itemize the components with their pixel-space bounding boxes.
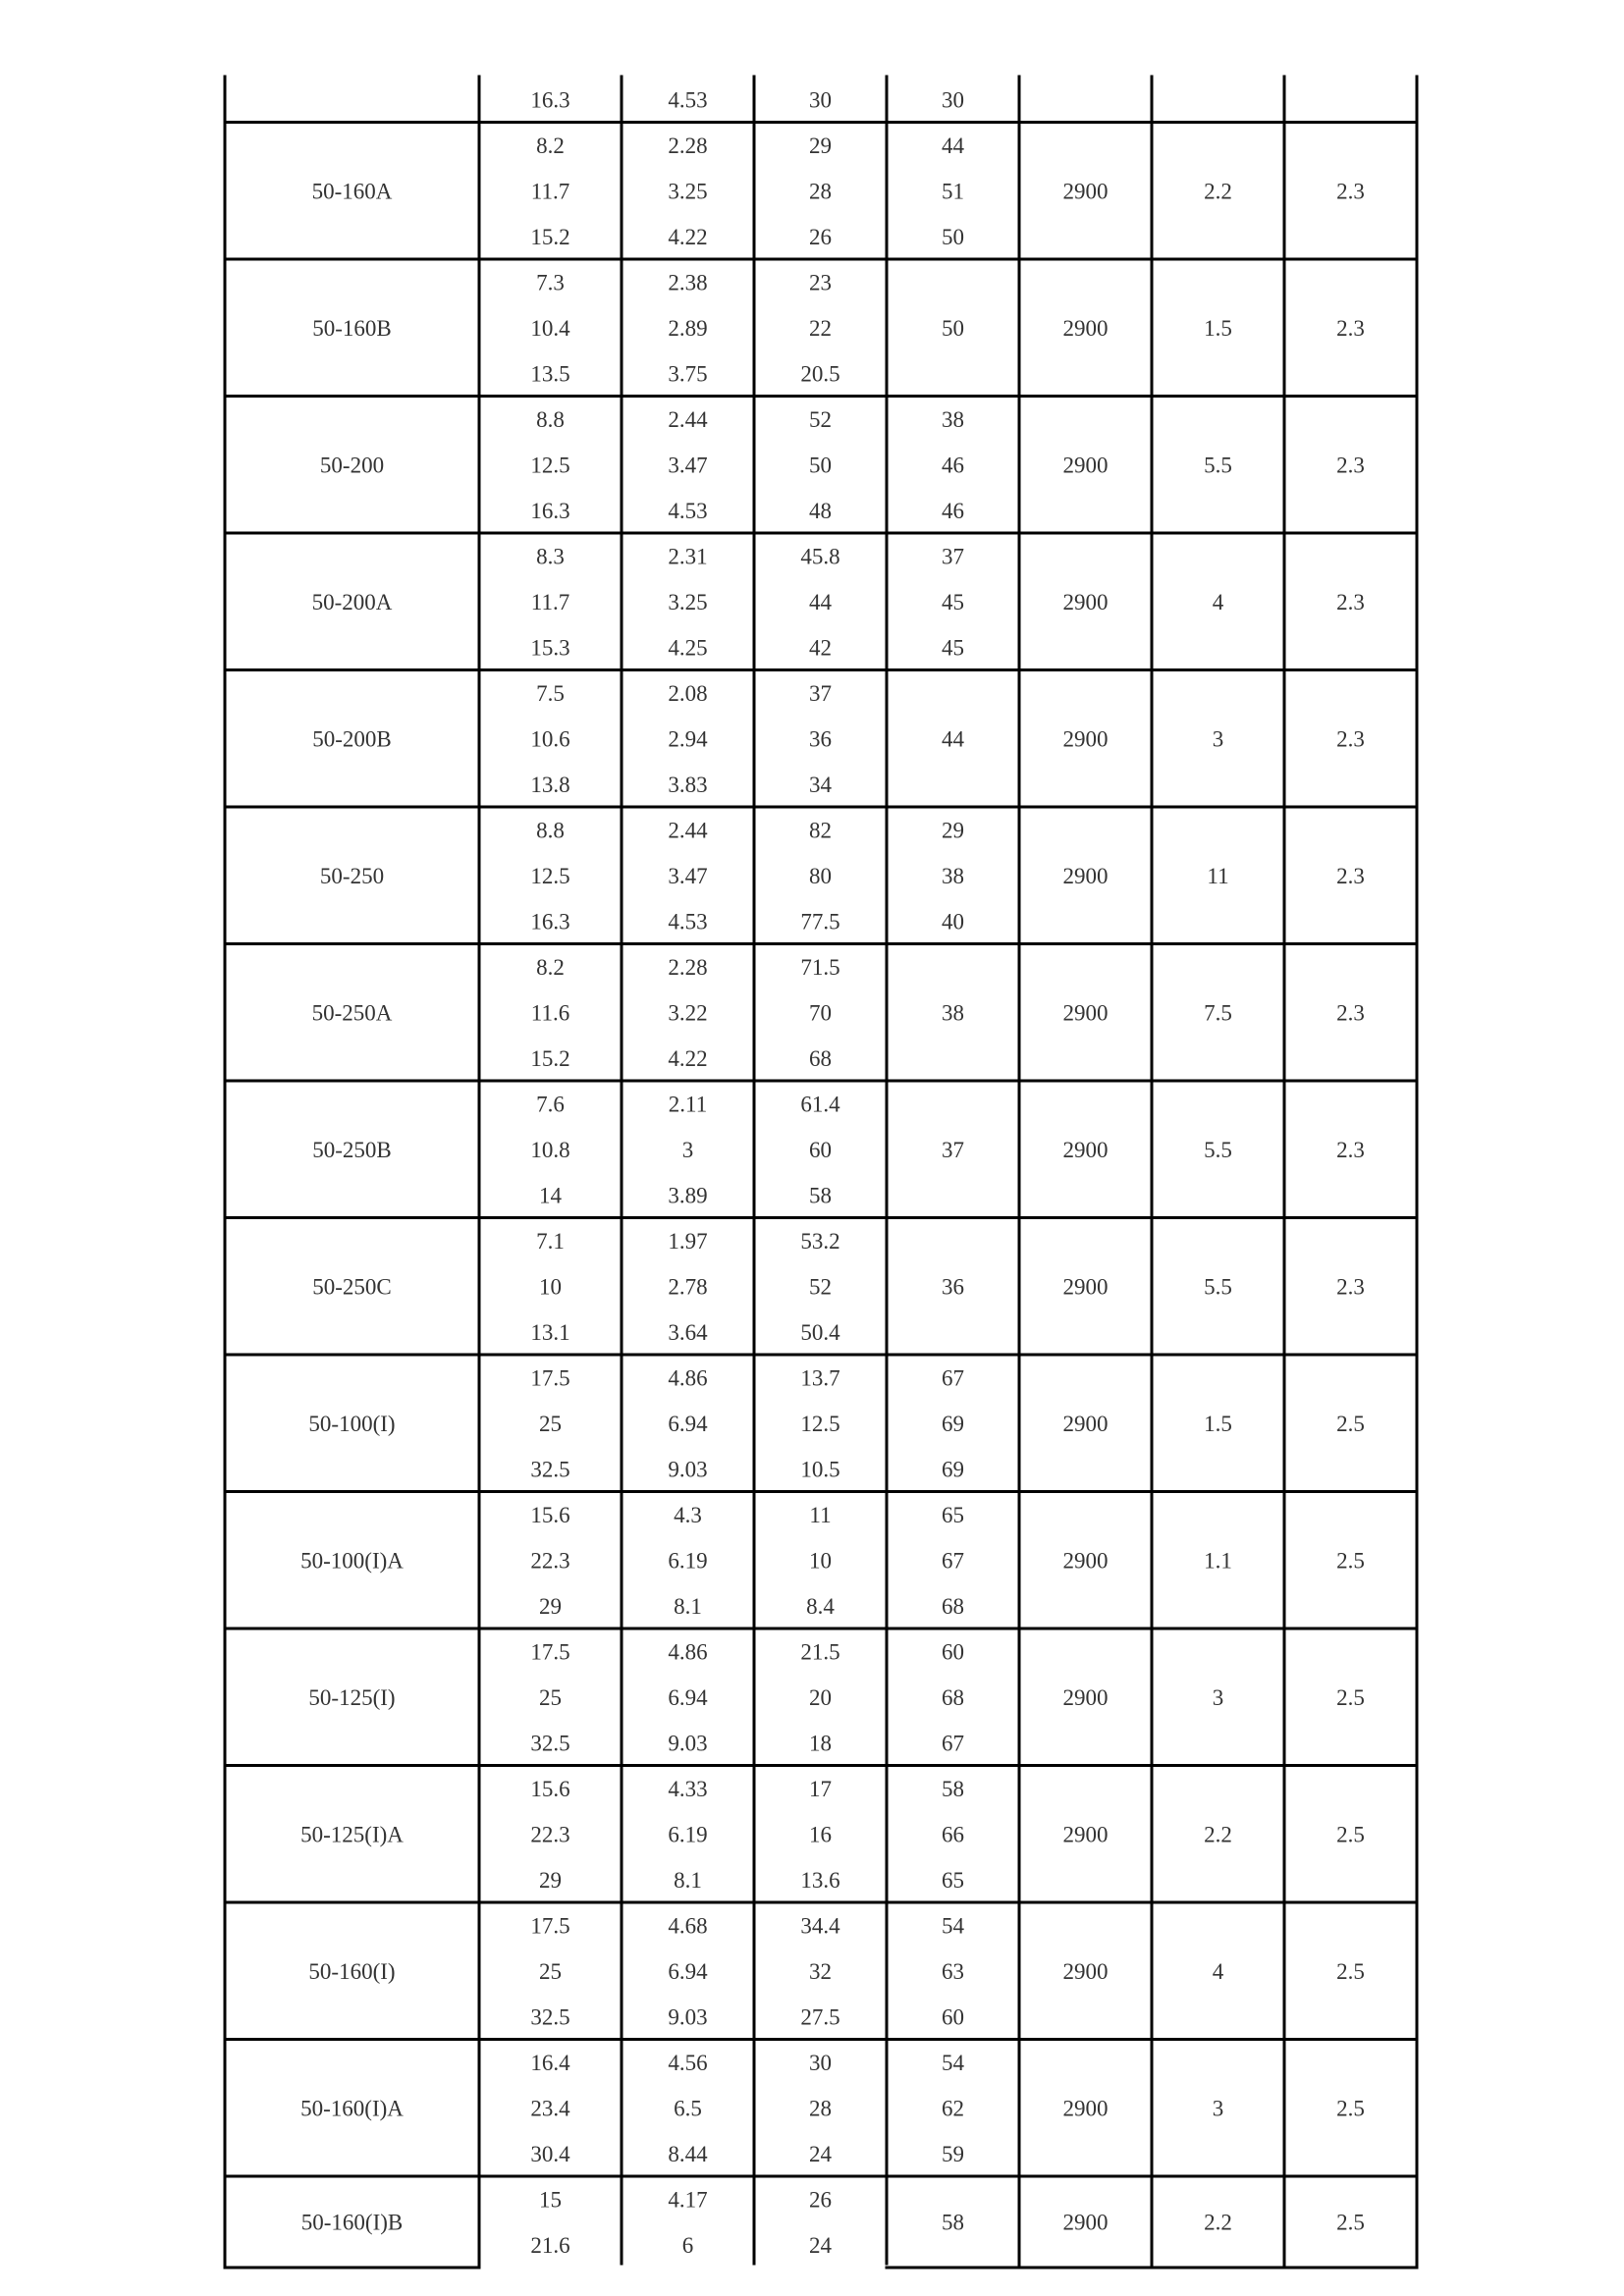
cell-speed: 2900	[1062, 863, 1109, 888]
table-row	[312, 544, 1365, 660]
cell-flow-m3h: 17.5	[530, 1639, 570, 1665]
cell-flow-m3h: 7.5	[536, 680, 565, 706]
cell-efficiency: 67	[942, 1365, 964, 1391]
cell-flow-m3h: 13.1	[530, 1319, 570, 1345]
cell-head: 80	[809, 863, 832, 888]
table-row	[320, 818, 1365, 934]
cell-flow-ls: 4.17	[668, 2187, 708, 2213]
cell-model: 50-125(I)A	[300, 1822, 404, 1847]
cell-head: 11	[809, 1502, 832, 1527]
cell-flow-m3h: 12.5	[530, 453, 570, 478]
cell-efficiency: 45	[942, 635, 964, 661]
cell-speed: 2900	[1062, 726, 1109, 752]
cell-flow-m3h: 8.8	[536, 406, 565, 432]
cell-flow-ls: 2.28	[668, 133, 708, 158]
table-row	[301, 2187, 1365, 2258]
cell-efficiency: 51	[942, 179, 964, 204]
cell-npsh: 2.5	[1336, 1411, 1365, 1436]
cell-model: 50-160B	[312, 315, 392, 341]
cell-npsh: 2.3	[1336, 453, 1365, 478]
cell-speed: 2900	[1062, 1000, 1109, 1026]
cell-speed: 2900	[1062, 1822, 1109, 1847]
cell-flow-m3h: 10.6	[530, 726, 570, 752]
cell-flow-ls: 4.53	[668, 498, 708, 523]
cell-head: 71.5	[800, 954, 840, 980]
cell-flow-ls: 3.75	[668, 361, 708, 387]
cell-flow-m3h: 7.6	[536, 1092, 565, 1117]
cell-flow-m3h: 25	[539, 1958, 562, 1984]
cell-flow-ls: 4.86	[668, 1365, 708, 1391]
cell-flow-m3h: 10	[539, 1274, 562, 1300]
cell-speed: 2900	[1062, 1411, 1109, 1436]
cell-model: 50-125(I)	[308, 1684, 396, 1710]
cell-flow-ls: 4.68	[668, 1913, 708, 1939]
cell-power: 2.2	[1204, 179, 1232, 204]
cell-model: 50-100(I)A	[300, 1548, 404, 1574]
cell-power: 7.5	[1204, 1000, 1232, 1026]
cell-head: 68	[809, 1045, 832, 1071]
cell-head: 30	[809, 2050, 832, 2075]
cell-efficiency: 65	[942, 1502, 964, 1527]
cell-flow-m3h: 29	[539, 1867, 562, 1893]
cell-head: 60	[809, 1137, 832, 1162]
cell-efficiency: 60	[942, 2004, 964, 2030]
cell-head: 8.4	[806, 1593, 835, 1619]
cell-efficiency: 38	[942, 1000, 964, 1026]
table-row	[300, 2051, 1365, 2166]
cell-model: 50-250	[319, 863, 385, 888]
cell-head: 45.8	[800, 544, 840, 569]
cell-flow-m3h: 16.4	[530, 2050, 570, 2075]
cell-power: 4	[1212, 589, 1224, 614]
cell-flow-m3h: 13.8	[530, 772, 570, 797]
table-row	[312, 133, 1365, 249]
cell-flow-ls: 3	[681, 1137, 694, 1162]
cell-npsh: 2.5	[1336, 2210, 1365, 2235]
cell-model: 50-160(I)A	[300, 2096, 404, 2121]
cell-flow-ls: 2.44	[668, 406, 708, 432]
cell-head: 26	[809, 224, 832, 249]
cell-flow-ls: 3.89	[668, 1183, 708, 1208]
cell-speed: 2900	[1062, 453, 1109, 478]
cell-model: 50-250C	[312, 1274, 392, 1300]
cell-speed: 2900	[1062, 315, 1109, 341]
cell-power: 1.5	[1204, 1411, 1232, 1436]
cell-flow-m3h: 11.6	[530, 1000, 570, 1026]
cell-head: 32	[809, 1958, 832, 1984]
cell-flow-m3h: 11.7	[530, 589, 570, 614]
cell-flow-ls: 8.1	[674, 1867, 702, 1893]
cell-flow-m3h: 16.3	[530, 909, 570, 934]
cell-efficiency: 58	[942, 2210, 964, 2235]
table-row	[312, 1229, 1365, 1345]
cell-flow-ls: 4.33	[668, 1776, 708, 1801]
cell-power: 3	[1212, 2096, 1224, 2121]
cell-npsh: 2.3	[1336, 1274, 1365, 1300]
cell-efficiency: 69	[942, 1411, 964, 1436]
cell-efficiency: 54	[942, 2050, 964, 2075]
cell-flow-m3h: 23.4	[530, 2096, 570, 2121]
cell-flow-ls: 4.22	[668, 1045, 708, 1071]
cell-flow-ls: 6.94	[668, 1684, 708, 1710]
cell-efficiency: 66	[942, 1822, 964, 1847]
cell-flow-m3h: 7.3	[536, 270, 565, 295]
cell-efficiency: 38	[942, 863, 964, 888]
cell-flow-m3h: 15.2	[530, 224, 570, 249]
cell-head: 28	[809, 2096, 832, 2121]
cell-head: 36	[809, 726, 832, 752]
cell-head: 52	[809, 1274, 832, 1300]
cell-head: 26	[809, 2187, 832, 2213]
cell-efficiency: 50	[942, 315, 964, 341]
cell-model: 50-200	[319, 453, 385, 478]
table-row	[308, 1365, 1364, 1481]
cell-flow-m3h: 15.3	[530, 635, 570, 661]
cell-head: 30	[809, 87, 832, 113]
cell-npsh: 2.3	[1336, 179, 1365, 204]
cell-npsh: 2.3	[1336, 863, 1365, 888]
cell-flow-ls: 2.08	[668, 680, 708, 706]
cell-efficiency: 58	[942, 1776, 964, 1801]
cell-flow-ls: 6.94	[668, 1958, 708, 1984]
cell-head: 53.2	[800, 1228, 840, 1254]
cell-npsh: 2.5	[1336, 1548, 1365, 1574]
cell-power: 3	[1212, 1684, 1224, 1710]
cell-head: 58	[809, 1183, 832, 1208]
cell-flow-ls: 4.56	[668, 2050, 708, 2075]
cell-model: 50-250B	[312, 1137, 392, 1162]
cell-flow-ls: 3.47	[668, 453, 708, 478]
cell-power: 5.5	[1204, 1137, 1232, 1162]
cell-speed: 2900	[1062, 2096, 1109, 2121]
cell-flow-ls: 4.3	[674, 1502, 702, 1527]
cell-flow-ls: 8.44	[668, 2141, 708, 2166]
cell-model: 50-200B	[312, 726, 392, 752]
cell-head: 20.5	[800, 361, 840, 387]
cell-head: 44	[809, 589, 832, 614]
cell-model: 50-100(I)	[308, 1411, 396, 1436]
cell-flow-m3h: 15	[539, 2187, 562, 2213]
cell-efficiency: 29	[942, 818, 964, 843]
cell-power: 3	[1212, 726, 1224, 752]
cell-efficiency: 44	[942, 133, 964, 158]
cell-flow-m3h: 32.5	[530, 1457, 570, 1482]
cell-efficiency: 69	[942, 1457, 964, 1482]
cell-flow-m3h: 15.6	[530, 1776, 570, 1801]
cell-flow-ls: 4.22	[668, 224, 708, 249]
cell-head: 20	[809, 1684, 832, 1710]
cell-flow-m3h: 16.3	[530, 498, 570, 523]
cell-flow-ls: 6.19	[668, 1822, 708, 1847]
cell-efficiency: 46	[942, 498, 964, 523]
cell-flow-m3h: 8.2	[536, 954, 565, 980]
cell-flow-m3h: 8.3	[536, 544, 565, 569]
cell-head: 10	[809, 1548, 832, 1574]
cell-efficiency: 59	[942, 2141, 964, 2166]
cell-efficiency: 54	[942, 1913, 964, 1939]
cell-speed: 2900	[1062, 179, 1109, 204]
cell-efficiency: 62	[942, 2096, 964, 2121]
cell-power: 5.5	[1204, 453, 1232, 478]
cell-flow-ls: 9.03	[668, 1457, 708, 1482]
table-row	[530, 87, 964, 112]
cell-efficiency: 65	[942, 1867, 964, 1893]
cell-flow-ls: 3.64	[668, 1319, 708, 1345]
cell-flow-ls: 8.1	[674, 1593, 702, 1619]
cell-efficiency: 68	[942, 1684, 964, 1710]
cell-efficiency: 50	[942, 224, 964, 249]
cell-head: 16	[809, 1822, 832, 1847]
cell-flow-ls: 3.22	[668, 1000, 708, 1026]
cell-efficiency: 36	[942, 1274, 964, 1300]
cell-flow-ls: 6.94	[668, 1411, 708, 1436]
cell-head: 12.5	[800, 1411, 840, 1436]
cell-head: 34	[809, 772, 832, 797]
cell-flow-m3h: 10.4	[530, 315, 570, 341]
cell-power: 11	[1207, 863, 1229, 888]
cell-flow-m3h: 32.5	[530, 1731, 570, 1756]
table-row	[300, 1777, 1365, 1893]
cell-flow-m3h: 22.3	[530, 1548, 570, 1574]
cell-head: 34.4	[800, 1913, 840, 1939]
cell-npsh: 2.5	[1336, 1684, 1365, 1710]
cell-flow-ls: 2.28	[668, 954, 708, 980]
cell-head: 48	[809, 498, 832, 523]
cell-efficiency: 37	[942, 1137, 964, 1162]
cell-head: 17	[809, 1776, 832, 1801]
cell-model: 50-160(I)B	[300, 2210, 404, 2235]
table-row	[312, 681, 1365, 797]
cell-flow-ls: 6.19	[668, 1548, 708, 1574]
cell-power: 1.1	[1204, 1548, 1232, 1574]
cell-flow-m3h: 30.4	[530, 2141, 570, 2166]
cell-flow-ls: 2.31	[668, 544, 708, 569]
cell-head: 23	[809, 270, 832, 295]
cell-flow-m3h: 29	[539, 1593, 562, 1619]
cell-flow-m3h: 21.6	[530, 2232, 570, 2258]
cell-npsh: 2.3	[1336, 726, 1365, 752]
cell-head: 22	[809, 315, 832, 341]
cell-flow-m3h: 25	[539, 1411, 562, 1436]
cell-npsh: 2.3	[1336, 1000, 1365, 1026]
cell-efficiency: 38	[942, 406, 964, 432]
cell-head: 27.5	[800, 2004, 840, 2030]
cell-flow-m3h: 14	[539, 1183, 562, 1208]
cell-flow-ls: 3.25	[668, 589, 708, 614]
table-row	[320, 407, 1365, 523]
cell-head: 24	[809, 2232, 832, 2258]
cell-power: 2.2	[1204, 2210, 1232, 2235]
cell-speed: 2900	[1062, 589, 1109, 614]
cell-head: 42	[809, 635, 832, 661]
cell-efficiency: 68	[942, 1593, 964, 1619]
cell-flow-m3h: 15.2	[530, 1045, 570, 1071]
cell-efficiency: 46	[942, 453, 964, 478]
cell-speed: 2900	[1062, 2210, 1109, 2235]
cell-flow-ls: 3.25	[668, 179, 708, 204]
cell-flow-m3h: 22.3	[530, 1822, 570, 1847]
cell-flow-ls: 2.44	[668, 818, 708, 843]
cell-efficiency: 44	[942, 726, 964, 752]
cell-efficiency: 37	[942, 544, 964, 569]
cell-flow-ls: 2.78	[668, 1274, 708, 1300]
cell-head: 61.4	[800, 1092, 840, 1117]
cell-model: 50-160(I)	[308, 1958, 396, 1984]
cell-flow-ls: 9.03	[668, 1731, 708, 1756]
cell-flow-ls: 2.89	[668, 315, 708, 341]
cell-head: 82	[809, 818, 832, 843]
cell-flow-m3h: 25	[539, 1684, 562, 1710]
cell-head: 29	[809, 133, 832, 158]
cell-head: 18	[809, 1731, 832, 1756]
cell-power: 5.5	[1204, 1274, 1232, 1300]
cell-flow-m3h: 15.6	[530, 1502, 570, 1527]
cell-npsh: 2.3	[1336, 1137, 1365, 1162]
cell-flow-m3h: 17.5	[530, 1913, 570, 1939]
cell-flow-m3h: 11.7	[530, 179, 570, 204]
cell-head: 21.5	[800, 1639, 840, 1665]
table-row	[300, 1503, 1365, 1619]
cell-power: 2.2	[1204, 1822, 1232, 1847]
cell-flow-m3h: 10.8	[530, 1137, 570, 1162]
cell-model: 50-160A	[311, 179, 393, 204]
table-row	[312, 955, 1365, 1071]
cell-efficiency: 67	[942, 1731, 964, 1756]
cell-npsh: 2.3	[1336, 315, 1365, 341]
cell-speed: 2900	[1062, 1684, 1109, 1710]
cell-flow-ls: 9.03	[668, 2004, 708, 2030]
cell-head: 37	[809, 680, 832, 706]
cell-flow-ls: 2.11	[668, 1092, 708, 1117]
cell-flow-ls: 6	[681, 2232, 694, 2258]
cell-flow-ls: 2.94	[668, 726, 708, 752]
cell-head: 52	[809, 406, 832, 432]
cell-speed: 2900	[1062, 1958, 1109, 1984]
cell-npsh: 2.5	[1336, 2096, 1365, 2121]
cell-flow-m3h: 17.5	[530, 1365, 570, 1391]
cell-flow-ls: 1.97	[668, 1228, 708, 1254]
cell-flow-m3h: 12.5	[530, 863, 570, 888]
cell-speed: 2900	[1062, 1137, 1109, 1162]
table-body	[300, 87, 1365, 2258]
cell-flow-ls: 4.53	[668, 87, 708, 113]
table-row	[312, 1092, 1365, 1207]
cell-model: 50-200A	[311, 589, 393, 614]
cell-npsh: 2.3	[1336, 589, 1365, 614]
cell-flow-ls: 4.53	[668, 909, 708, 934]
cell-efficiency: 60	[942, 1639, 964, 1665]
cell-npsh: 2.5	[1336, 1958, 1365, 1984]
cell-head: 13.6	[800, 1867, 840, 1893]
cell-model: 50-250A	[311, 1000, 393, 1026]
cell-flow-ls: 3.83	[668, 772, 708, 797]
cell-head: 50	[809, 453, 832, 478]
cell-flow-m3h: 32.5	[530, 2004, 570, 2030]
cell-flow-m3h: 7.1	[536, 1228, 565, 1254]
cell-flow-m3h: 8.2	[536, 133, 565, 158]
cell-efficiency: 45	[942, 589, 964, 614]
table-row	[308, 1639, 1364, 1755]
cell-efficiency: 40	[942, 909, 964, 934]
cell-flow-ls: 6.5	[674, 2096, 702, 2121]
table-row	[312, 270, 1365, 386]
cell-speed: 2900	[1062, 1274, 1109, 1300]
cell-head: 77.5	[800, 909, 840, 934]
cell-flow-ls: 2.38	[668, 270, 708, 295]
cell-npsh: 2.5	[1336, 1822, 1365, 1847]
cell-flow-m3h: 16.3	[530, 87, 570, 113]
cell-head: 10.5	[800, 1457, 840, 1482]
cell-flow-ls: 4.25	[668, 635, 708, 661]
cell-flow-ls: 3.47	[668, 863, 708, 888]
cell-power: 4	[1212, 1958, 1224, 1984]
cell-efficiency: 30	[942, 87, 964, 113]
cell-head: 70	[809, 1000, 832, 1026]
cell-head: 28	[809, 179, 832, 204]
table-grid	[225, 77, 1417, 2268]
cell-flow-ls: 4.86	[668, 1639, 708, 1665]
cell-head: 24	[809, 2141, 832, 2166]
cell-flow-m3h: 13.5	[530, 361, 570, 387]
cell-power: 1.5	[1204, 315, 1232, 341]
cell-efficiency: 63	[942, 1958, 964, 1984]
cell-head: 13.7	[800, 1365, 840, 1391]
cell-efficiency: 67	[942, 1548, 964, 1574]
cell-flow-m3h: 8.8	[536, 818, 565, 843]
cell-head: 50.4	[800, 1319, 840, 1345]
cell-speed: 2900	[1062, 1548, 1109, 1574]
table-row	[308, 1913, 1364, 2029]
